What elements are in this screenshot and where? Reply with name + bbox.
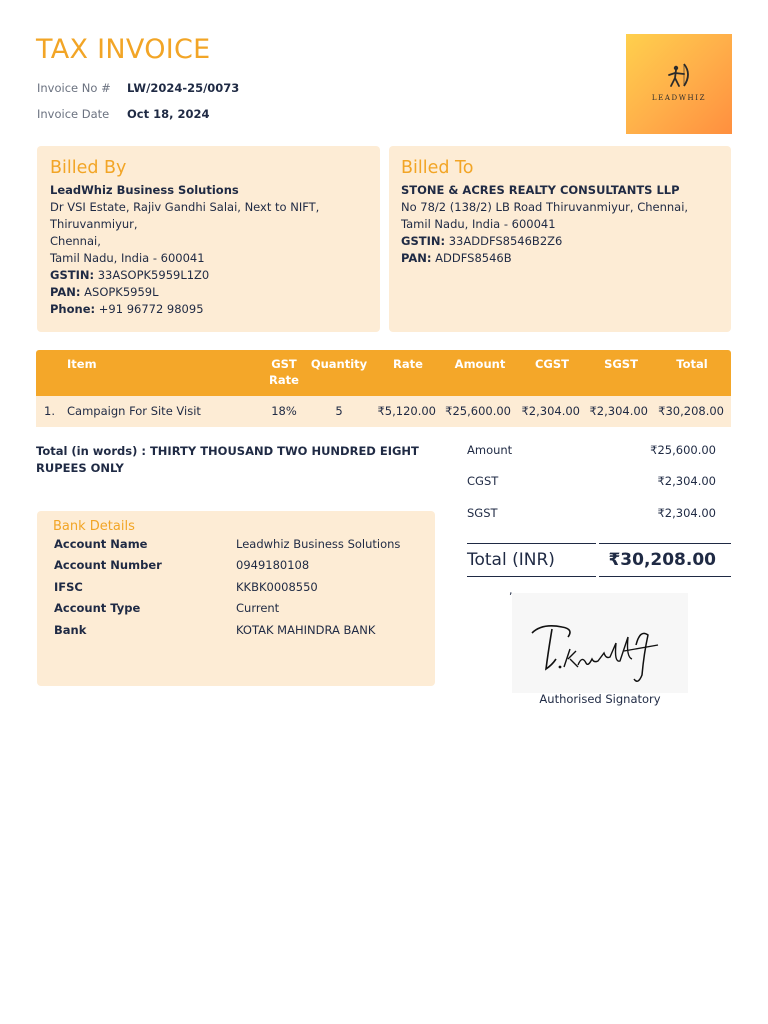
- header-total: Total: [676, 357, 708, 371]
- header-gst-rate: [260, 356, 308, 388]
- archer-logo-icon: [664, 62, 694, 90]
- row-item: Campaign For Site Visit: [67, 404, 201, 418]
- bank-details-card: [37, 511, 435, 686]
- billed-by-heading: Billed By: [50, 158, 127, 178]
- bank-details-heading: Bank Details: [53, 519, 135, 534]
- billed-by-address-3: Chennai,: [50, 234, 101, 248]
- items-table-header: [36, 350, 731, 396]
- table-row: [36, 396, 731, 427]
- row-sgst: ₹2,304.00: [589, 404, 648, 418]
- summary-cgst: ₹2,304.00: [657, 474, 716, 488]
- header-amount: Amount: [454, 357, 506, 371]
- total-top-rule-left: [467, 543, 596, 544]
- billed-by-pan: ASOPK5959L: [84, 285, 159, 299]
- invoice-date-label: Invoice Date: [37, 107, 110, 121]
- summary-amount: ₹25,600.00: [650, 443, 716, 457]
- summary-sgst: ₹2,304.00: [657, 506, 716, 520]
- summary-total: ₹30,208.00: [608, 550, 716, 570]
- billed-by-card: [37, 146, 380, 332]
- company-logo: [626, 34, 732, 134]
- billed-to-name: STONE & ACRES REALTY CONSULTANTS LLP: [401, 183, 680, 197]
- billed-by-pan-row: [50, 284, 370, 301]
- billed-by-details: [50, 182, 370, 318]
- total-in-words: Total (in words) : THIRTY THOUSAND TWO HUNDRED EIGHT RUPEES ONLY: [36, 444, 419, 475]
- bank-value-bank: KOTAK MAHINDRA BANK: [236, 623, 376, 637]
- row-amount: ₹25,600.00: [445, 404, 511, 418]
- summary-total-label: Total (INR): [467, 550, 555, 570]
- row-cgst: ₹2,304.00: [521, 404, 580, 418]
- summary-cgst-label: CGST: [467, 474, 499, 488]
- logo-text: LEADWHIZ: [651, 94, 707, 102]
- phone-label: Phone:: [50, 302, 96, 316]
- pan-label: PAN:: [50, 285, 81, 299]
- signature-caption: Authorised Signatory: [539, 692, 661, 706]
- handwritten-signature-icon: [512, 593, 688, 693]
- pan-label: PAN:: [401, 251, 432, 265]
- billed-to-gstin: 33ADDFS8546B2Z6: [448, 234, 563, 248]
- summary-sgst-label: SGST: [467, 506, 498, 520]
- bank-value-account-name: Leadwhiz Business Solutions: [236, 537, 401, 551]
- invoice-number: LW/2024-25/0073: [127, 81, 240, 95]
- bank-label-bank: Bank: [54, 623, 87, 637]
- billed-to-details: [401, 182, 726, 267]
- bank-label-account-number: Account Number: [54, 558, 162, 572]
- bank-value-account-number: 0949180108: [236, 558, 310, 572]
- signature-mark: ,: [509, 584, 513, 597]
- row-gst-rate: 18%: [271, 404, 297, 418]
- gstin-label: GSTIN:: [50, 268, 95, 282]
- page-title: TAX INVOICE: [36, 34, 211, 65]
- bank-value-ifsc: KKBK0008550: [236, 580, 318, 594]
- header-gst-rate-line1: GST: [271, 357, 297, 371]
- header-quantity: Quantity: [310, 357, 368, 371]
- billed-to-card: [389, 146, 731, 332]
- total-top-rule-right: [599, 543, 731, 544]
- summary-amount-label: Amount: [467, 443, 513, 457]
- row-index: 1.: [44, 404, 55, 418]
- signature-image: [512, 593, 688, 693]
- invoice-date: Oct 18, 2024: [127, 107, 210, 121]
- row-total: ₹30,208.00: [658, 404, 724, 418]
- header-cgst: CGST: [534, 357, 569, 371]
- billed-to-pan-row: [401, 250, 726, 267]
- billed-by-address-2: Thiruvanmiyur,: [50, 217, 138, 231]
- billed-to-heading: Billed To: [401, 158, 474, 178]
- row-rate: ₹5,120.00: [377, 404, 436, 418]
- billed-by-address-4: Tamil Nadu, India - 600041: [50, 251, 205, 265]
- row-quantity: 5: [335, 404, 343, 418]
- billed-to-pan: ADDFS8546B: [435, 251, 512, 265]
- billed-by-phone: +91 96772 98095: [98, 302, 204, 316]
- header-item: Item: [67, 357, 97, 371]
- billed-to-address-1: No 78/2 (138/2) LB Road Thiruvanmiyur, Chennai,: [401, 200, 689, 214]
- billed-to-address-2: Tamil Nadu, India - 600041: [401, 217, 556, 231]
- bank-label-account-name: Account Name: [54, 537, 148, 551]
- billed-by-address-1: Dr VSI Estate, Rajiv Gandhi Salai, Next to NIFT,: [50, 200, 320, 214]
- total-bottom-rule-left: [467, 576, 596, 577]
- header-rate: Rate: [393, 357, 423, 371]
- invoice-number-label: Invoice No #: [37, 81, 111, 95]
- billed-by-gstin: 33ASOPK5959L1Z0: [97, 268, 210, 282]
- bank-label-account-type: Account Type: [54, 601, 141, 615]
- total-bottom-rule-right: [599, 576, 731, 577]
- bank-value-account-type: Current: [236, 601, 280, 615]
- billed-by-name: LeadWhiz Business Solutions: [50, 183, 239, 197]
- billed-by-gstin-row: [50, 267, 370, 284]
- gstin-label: GSTIN:: [401, 234, 446, 248]
- billed-to-gstin-row: [401, 233, 726, 250]
- header-gst-rate-line2: Rate: [269, 373, 299, 387]
- billed-by-phone-row: [50, 301, 370, 318]
- header-sgst: SGST: [604, 357, 638, 371]
- bank-label-ifsc: IFSC: [54, 580, 83, 594]
